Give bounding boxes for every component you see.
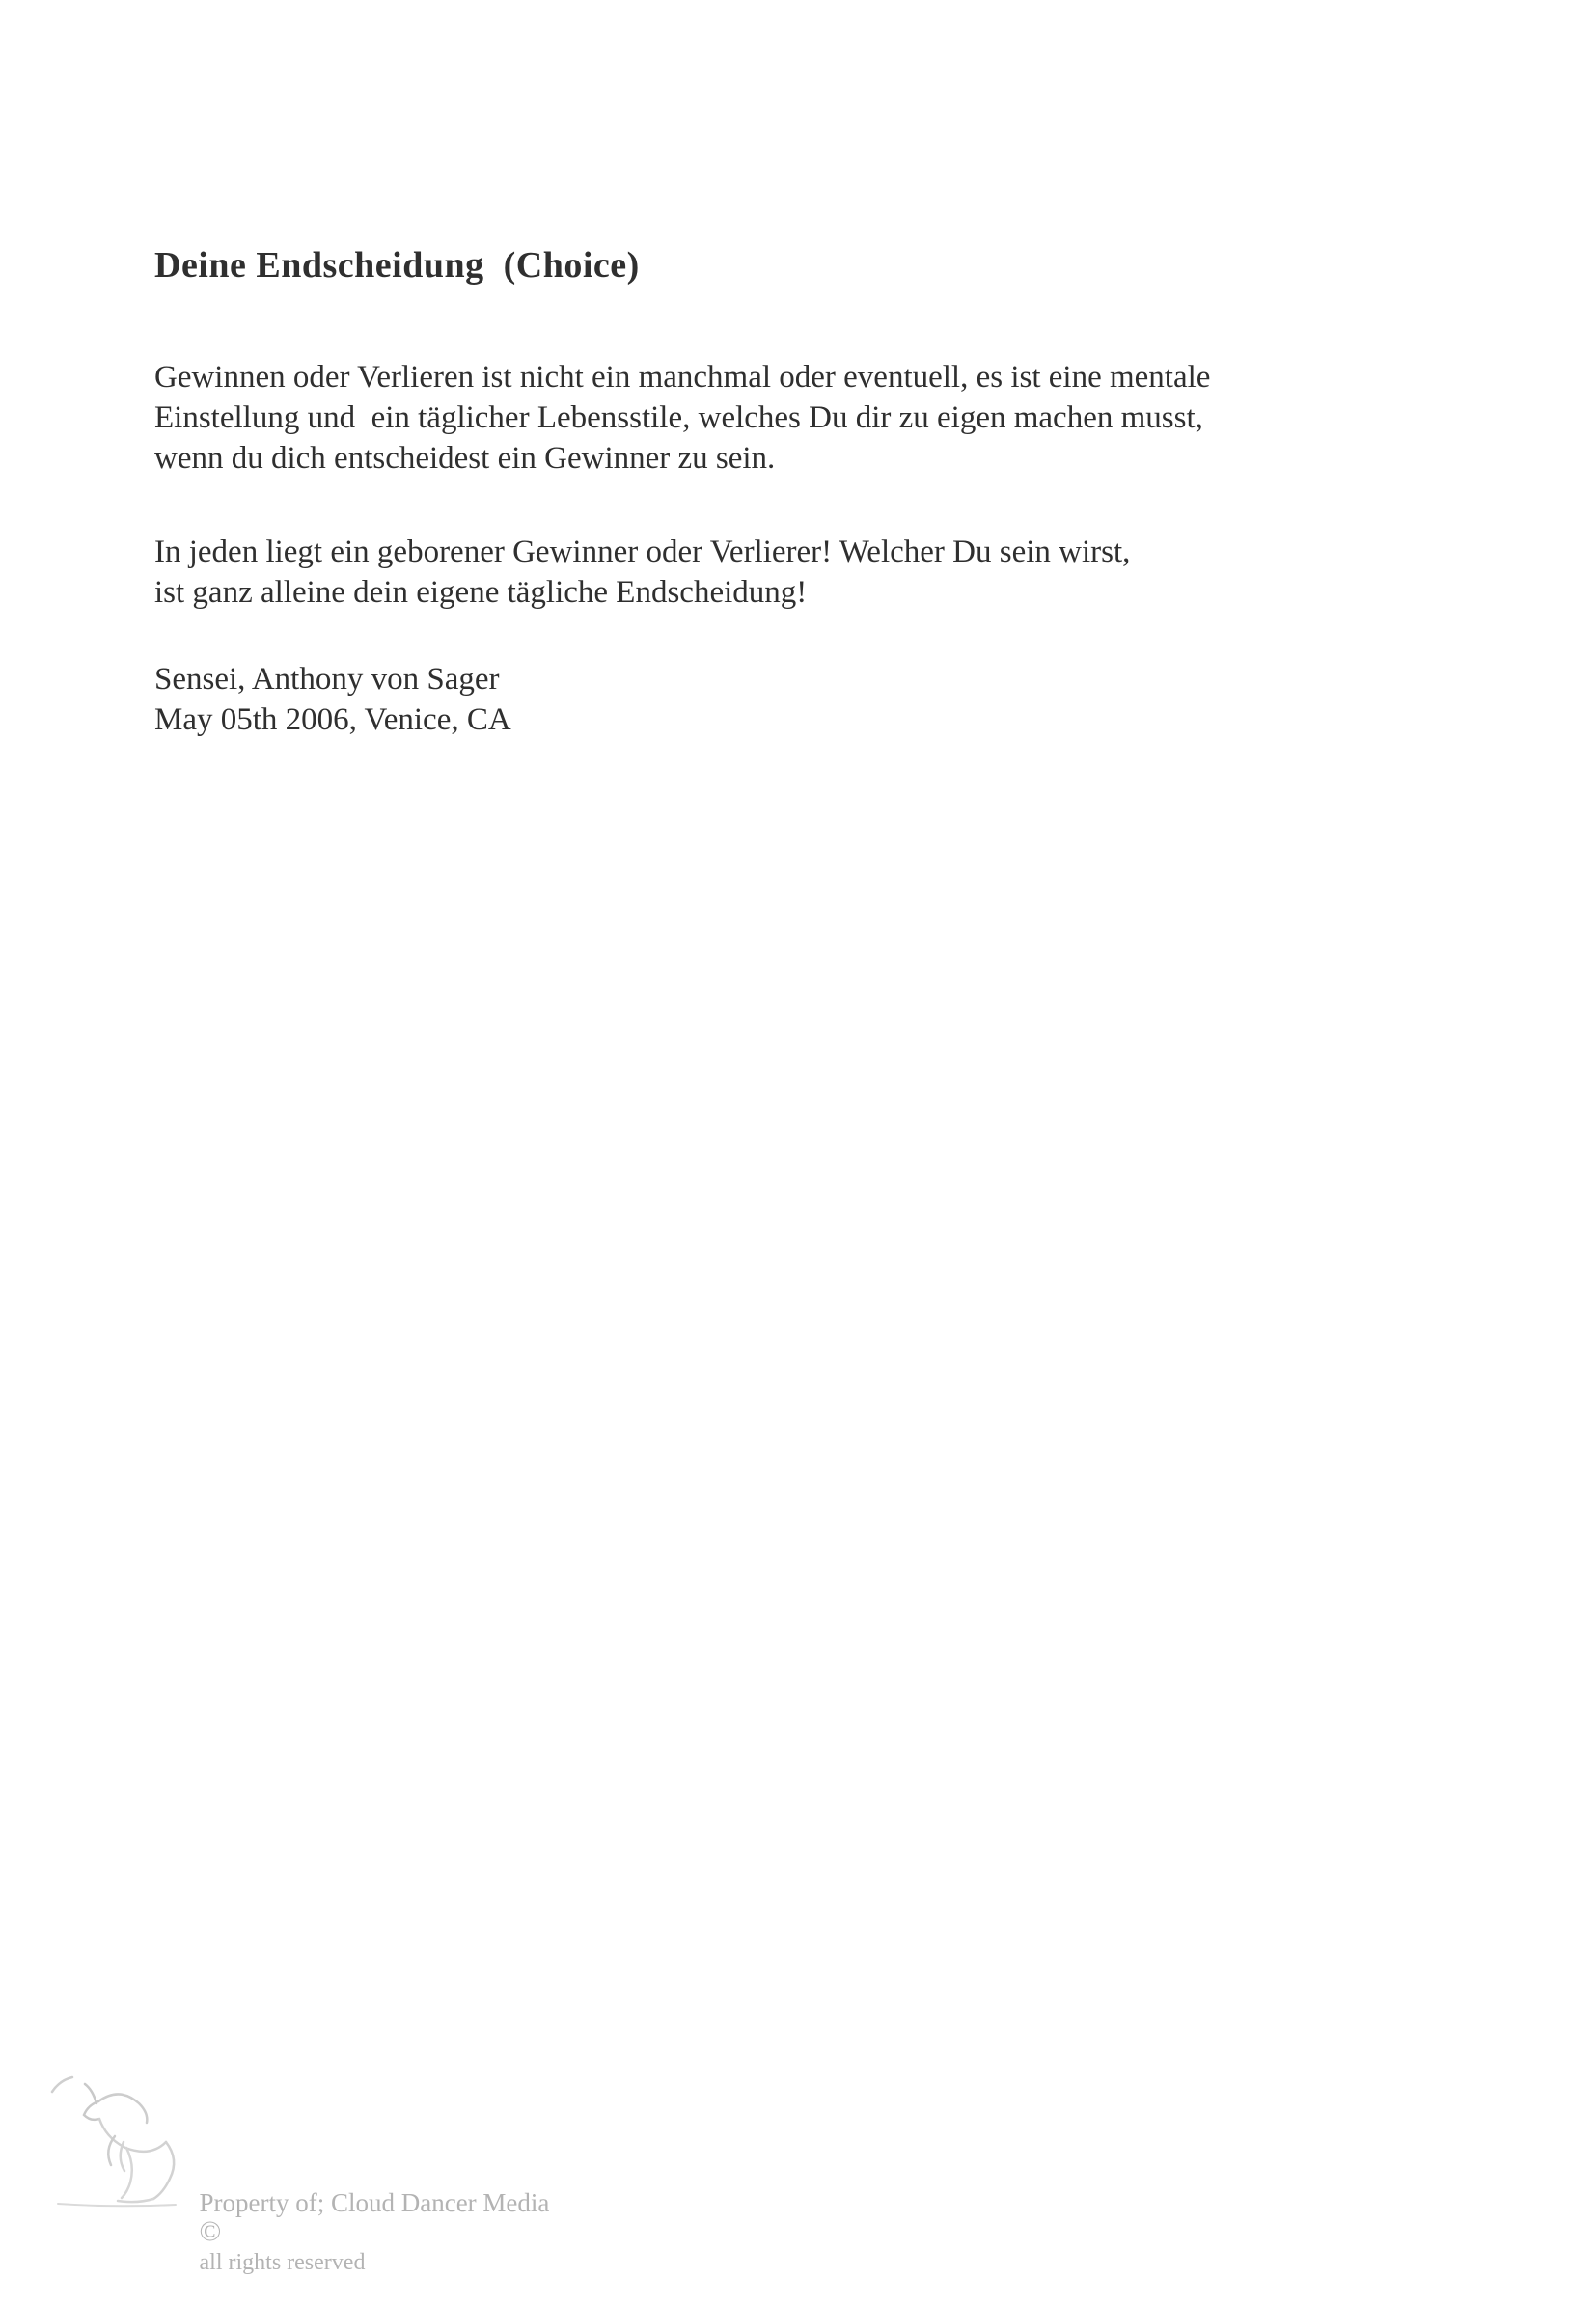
signature-block [154, 659, 1480, 740]
signature-date-place: May 05th 2006, Venice, CA [154, 702, 511, 737]
footer-rights-text: all rights reserved [199, 2250, 366, 2275]
paragraph-1 [154, 357, 1480, 479]
page-title: Deine Endscheidung (Choice) [154, 245, 640, 286]
paragraph-2 [154, 532, 1480, 613]
page-footer [0, 2065, 1596, 2275]
copyright-notice [160, 2159, 549, 2306]
copyright-icon: © [199, 2215, 222, 2247]
paragraph-1-line-1: Gewinnen oder Verlieren ist nicht ein manchmal oder eventuell, es ist eine mentale [154, 360, 1211, 395]
signature-name: Sensei, Anthony von Sager [154, 662, 500, 697]
paragraph-2-line-1: In jeden liegt ein geborener Gewinner oder Verlierer! Welcher Du sein wirst, [154, 535, 1131, 569]
paragraph-2-line-2: ist ganz alleine dein eigene tägliche Endscheidung! [154, 575, 808, 610]
paragraph-1-line-3: wenn du dich entscheidest ein Gewinner zu sein. [154, 441, 776, 476]
letter-content [154, 244, 1480, 740]
paragraph-1-line-2: Einstellung und ein täglicher Lebensstile, welches Du dir zu eigen machen musst, [154, 400, 1203, 435]
footer-property-text: Property of; Cloud Dancer Media [199, 2188, 550, 2217]
